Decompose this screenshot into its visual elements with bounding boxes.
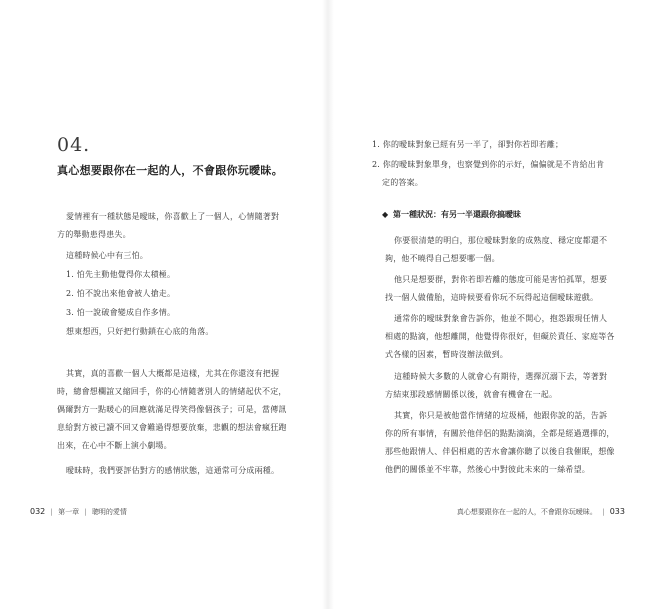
text-line: 時，總會想欄誼又縮回手，你的心情隨著別人的情緒起伏不定， <box>57 387 287 396</box>
text-line: 曖昧時，我們要評估對方的感情狀態，這通常可分成兩種。 <box>66 466 280 475</box>
left-paragraph-3 <box>66 326 214 338</box>
left-list-item-2 <box>66 288 175 300</box>
text-line: 找一個人做備胎，這時候要看你玩不玩得起這個曖昧遊戲。 <box>385 293 599 302</box>
list-item: 1. 你的曖昧對象已經有另一半了，卻對你若即若離； <box>372 140 564 149</box>
footer-section: 聰明的愛情 <box>91 508 127 516</box>
text-line: 方的舉動患得患失。 <box>57 230 131 239</box>
text-line: 方結束那段感情關係以後，就會有機會在一起。 <box>385 390 558 399</box>
right-list <box>372 139 604 189</box>
text-line: 你要很清楚的明白，那位曖昧對象的成熟度、穩定度都還不 <box>394 236 608 245</box>
footer-chapter: 第一章 <box>58 508 80 516</box>
text-line: 夠，他不曉得自己想要哪一個。 <box>385 254 500 263</box>
left-paragraph-5 <box>66 465 279 477</box>
subheading-text: 第一種狀況：有另一半還跟你搞曖昧 <box>392 209 521 219</box>
text-line: 式各樣的因素，暫時沒辦法做到。 <box>385 350 508 359</box>
right-footer <box>457 507 625 517</box>
text-line: 愛情裡有一種狀態是曖昧，你喜歡上了一個人，心情隨著對 <box>66 212 280 221</box>
text-line: 其實，真的喜歡一個人大概都是這樣，尤其在你還沒有把握 <box>66 369 280 378</box>
text-line: 想東想西，只好把行動鎖在心底的角落。 <box>66 327 214 336</box>
right-paragraph-3 <box>385 313 615 361</box>
list-item: 2. 你的曖昧對象單身，也察覺到你的示好，偏偏就是不肯給出肯 <box>372 160 605 169</box>
left-paragraph-4 <box>57 368 287 452</box>
left-paragraph-1 <box>57 211 280 241</box>
page-number: 032 <box>30 507 46 516</box>
left-list-item-3 <box>66 307 175 319</box>
text-line: 這種時候大多數的人就會心有期待，選擇沉溺下去，等著對 <box>394 372 608 381</box>
footer-separator: | <box>84 508 87 516</box>
right-paragraph-1 <box>385 235 608 265</box>
right-paragraph-4 <box>385 371 608 401</box>
text-line: 1. 怕先主動他覺得你太積極。 <box>66 270 176 279</box>
text-line: 3. 怕一說破會變成自作多情。 <box>66 308 176 317</box>
left-page <box>0 0 327 609</box>
list-item: 定的答案。 <box>382 178 423 187</box>
footer-separator: | <box>602 508 605 516</box>
text-line: 他只是想要群，對你若即若離的態度可能是害怕孤單，想要 <box>394 275 608 284</box>
text-line: 通常你的曖昧對象會告訴你，他並不開心，抱怨跟現任情人 <box>394 314 608 323</box>
text-line: 出來，在心中不斷上演小劇場。 <box>57 441 172 450</box>
right-paragraph-5 <box>385 410 615 476</box>
text-line: 偶爾對方一點暖心的回應就滿足得笑得像個孩子；可是，當傳訊 <box>57 405 287 414</box>
text-line: 息給對方被已讀不回又會難過得想要放棄，悲觀的想法會瘋狂跑 <box>57 423 287 432</box>
text-line: 2. 怕不說出來他會被人搶走。 <box>66 289 176 298</box>
running-head: 真心想要跟你在一起的人，不會跟你玩曖昧。 <box>456 508 597 516</box>
text-line: 你的所有事情，有關於他伴侶的點點滴滴，全都是經過選擇的， <box>385 429 615 438</box>
text-line: 這種時候心中有三怕。 <box>66 251 148 260</box>
text-line: 那些他跟情人、伴侶相處的苦水會讓你聽了以後自我催眠，想像 <box>385 447 615 456</box>
page-number: 033 <box>609 507 625 516</box>
section-subheading <box>382 209 521 220</box>
left-footer <box>30 507 127 517</box>
text-line: 其實，你只是被他當作情緒的垃圾桶，他跟你說的話，告訴 <box>394 411 608 420</box>
text-line: 相處的點滴，他想離開，他覺得你很好，但礙於責任、家庭等各 <box>385 332 615 341</box>
text-line: 他們的關係並不牢靠，然後心中對彼此未來的一絲希望。 <box>385 465 590 474</box>
chapter-number: 04. <box>57 134 91 156</box>
left-paragraph-2 <box>66 250 148 262</box>
chapter-title: 真心想要跟你在一起的人，不會跟你玩曖昧。 <box>57 164 283 177</box>
diamond-bullet-icon: ◆ <box>382 209 389 219</box>
footer-separator: | <box>50 508 53 516</box>
right-paragraph-2 <box>385 274 608 304</box>
left-list-item-1 <box>66 269 175 281</box>
right-page <box>328 0 655 609</box>
